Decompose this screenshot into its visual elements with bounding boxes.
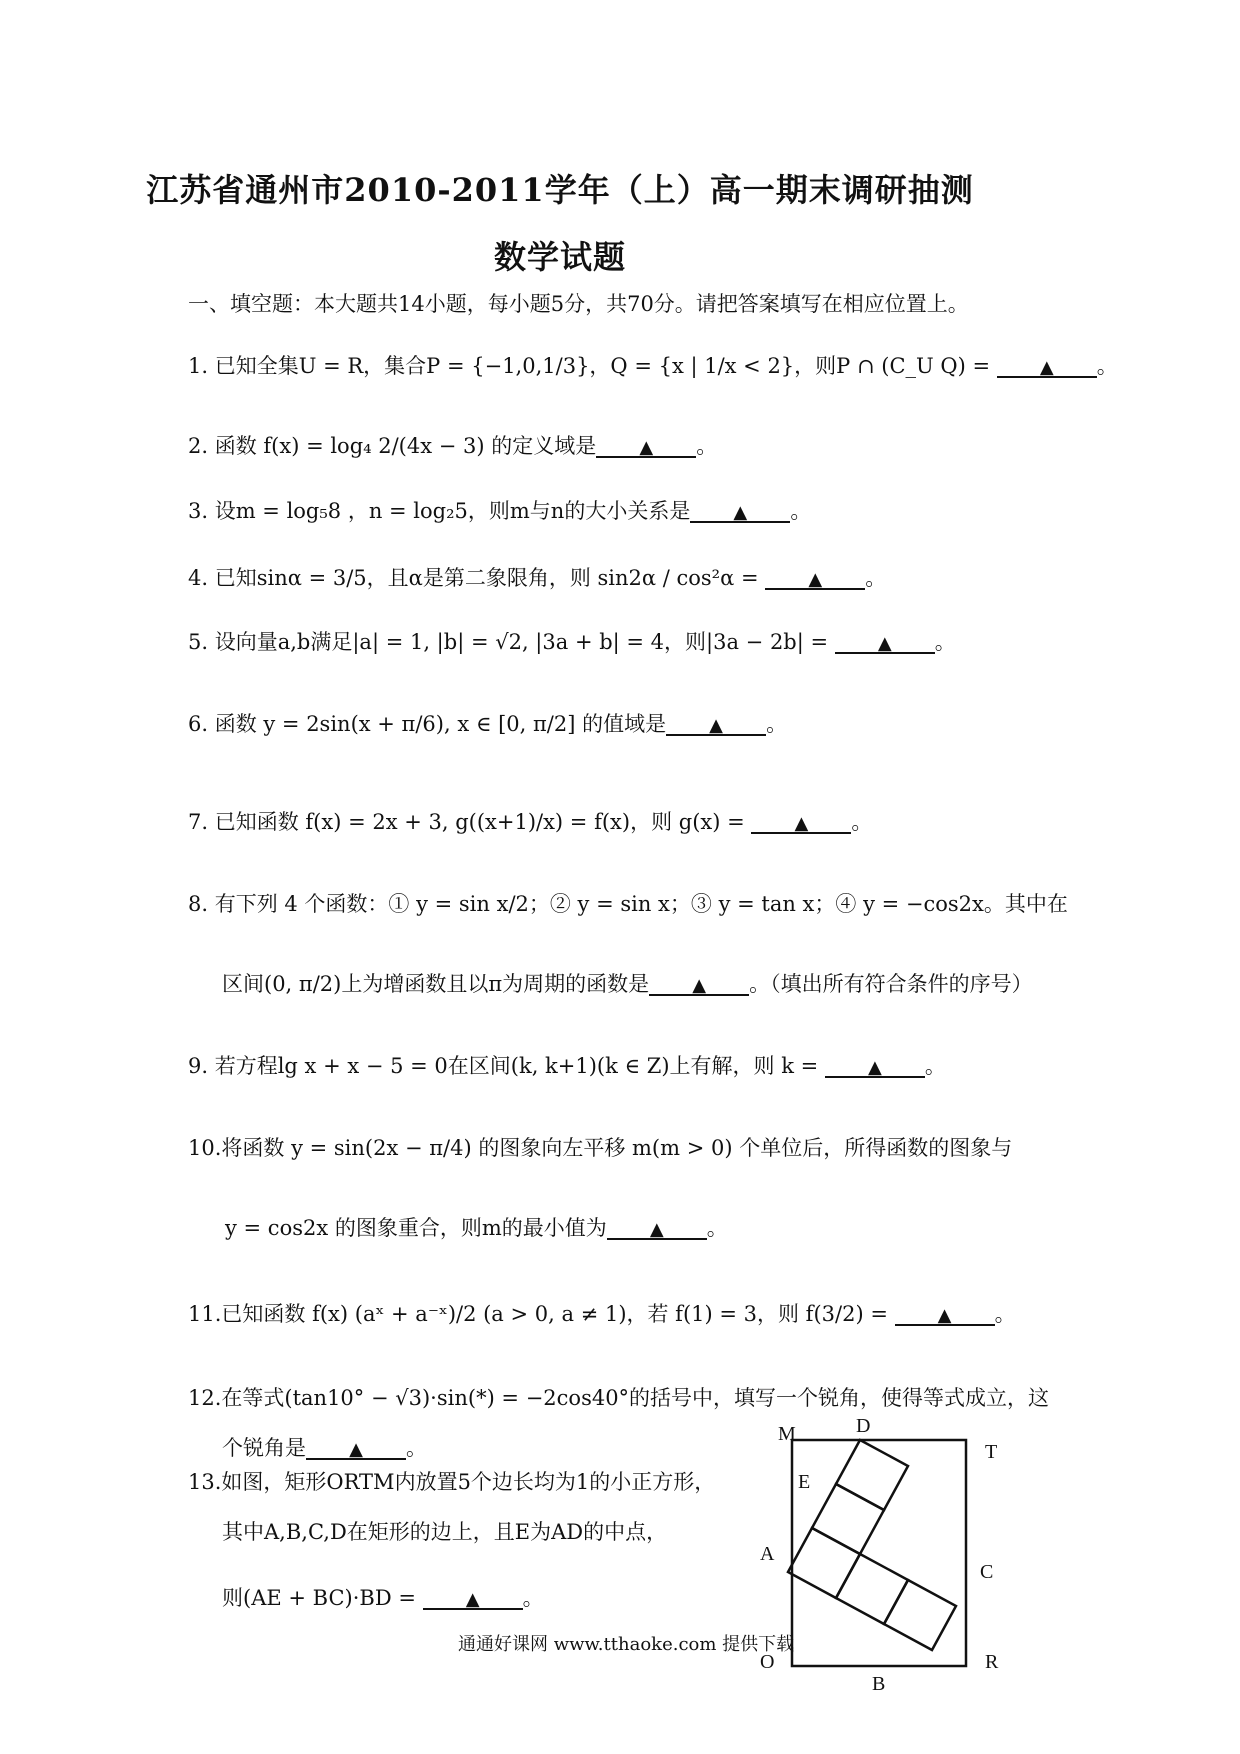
question-text: 4. 已知sinα = 3/5，且α是第二象限角，则 sin2α / cos²α = (188, 566, 766, 590)
label-m: M (778, 1423, 796, 1445)
small-square (836, 1440, 908, 1510)
end-mark: 。 (522, 1586, 544, 1610)
end-mark: 。 (696, 434, 718, 458)
answer-blank: ▲ (607, 1216, 707, 1240)
answer-blank: ▲ (835, 630, 935, 654)
label-a: A (760, 1543, 775, 1565)
answer-blank: ▲ (596, 434, 696, 458)
end-mark: 。 (1096, 354, 1118, 378)
question-text: y = cos2x 的图象重合，则m的最小值为 (225, 1216, 607, 1240)
question-text: 3. 设m = log₅8 ，n = log₂5，则m与n的大小关系是 (188, 499, 691, 523)
question-10: 10.将函数 y = sin(2x − π/4) 的图象向左平移 m(m > 0) 个单位后，所得函数的图象与 (188, 1136, 1013, 1160)
question-13-line2: 其中A,B,C,D在矩形的边上，且E为AD的中点， (222, 1520, 668, 1544)
question-text: 11.已知函数 f(x) (aˣ + a⁻ˣ)/2 (a > 0, a ≠ 1)，若 f(1) = 3，则 f(3/2) = (188, 1302, 895, 1326)
end-mark: 。 (851, 810, 873, 834)
label-b: B (872, 1673, 886, 1695)
end-mark: 。 (790, 499, 812, 523)
answer-blank: ▲ (423, 1586, 523, 1610)
section-intro: 一、填空题：本大题共14小题，每小题5分，共70分。请把答案填写在相应位置上。 (188, 292, 969, 316)
end-mark: 。 (406, 1436, 427, 1460)
question-text: 9. 若方程lg x + x − 5 = 0在区间(k, k+1)(k ∈ Z)上有解，则 k = (188, 1054, 825, 1078)
question-text: 1. 已知全集U = R，集合P = {−1,0,1/3}，Q = {x | 1/x < 2}，则P ∩ (C_U Q) = (188, 354, 997, 378)
small-square (836, 1554, 908, 1624)
answer-blank: ▲ (690, 499, 790, 523)
footer-source: 通通好课网 www.tthaoke.com 提供下载 (458, 1634, 795, 1655)
question-text: 则(AE + BC)·BD = (222, 1586, 423, 1610)
end-mark: 。 (934, 630, 956, 654)
answer-blank: ▲ (997, 354, 1097, 378)
question-text: 6. 函数 y = 2sin(x + π/6), x ∈ [0, π/2] 的值域是 (188, 712, 667, 736)
small-square (788, 1528, 860, 1598)
question-text: 区间(0, π/2)上为增函数且以π为周期的函数是 (222, 972, 650, 996)
answer-blank: ▲ (666, 712, 766, 736)
rectangle-ortm (792, 1440, 966, 1666)
label-d: D (856, 1415, 871, 1437)
end-mark: 。 (706, 1216, 728, 1240)
question-text: 个锐角是 (222, 1436, 306, 1460)
question-text: 2. 函数 f(x) = log₄ 2/(4x − 3) 的定义域是 (188, 434, 597, 458)
answer-blank: ▲ (765, 566, 865, 590)
answer-blank: ▲ (751, 810, 851, 834)
end-mark: 。 (766, 712, 788, 736)
exam-title: 江苏省通州市2010-2011学年（上）高一期末调研抽测 (146, 171, 974, 209)
question-tail: 。（填出所有符合条件的序号） (749, 972, 1033, 996)
answer-blank: ▲ (649, 972, 749, 996)
answer-blank: ▲ (895, 1302, 995, 1326)
end-mark: 。 (924, 1054, 946, 1078)
label-o: O (760, 1651, 775, 1673)
small-square (812, 1484, 884, 1554)
label-t: T (985, 1441, 998, 1463)
question-text: 5. 设向量a,b满足|a| = 1, |b| = √2, |3a + b| = 4，则|3a − 2b| = (188, 630, 835, 654)
question-12: 12.在等式(tan10° − √3)·sin(*) = −2cos40°的括号中，填写一个锐角，使得等式成立，这 (188, 1386, 1050, 1410)
exam-subtitle: 数学试题 (493, 238, 626, 276)
end-mark: 。 (994, 1302, 1016, 1326)
answer-blank: ▲ (306, 1436, 406, 1460)
label-r: R (985, 1651, 999, 1673)
label-c: C (980, 1561, 994, 1583)
question-8: 8. 有下列 4 个函数：① y = sin x/2；② y = sin x；③ y = tan x；④ y = −cos2x。其中在 (188, 892, 1068, 916)
question-text: 7. 已知函数 f(x) = 2x + 3, g((x+1)/x) = f(x)，则 g(x) = (188, 810, 752, 834)
label-e: E (798, 1471, 811, 1493)
small-square (884, 1580, 956, 1650)
question-13: 13.如图，矩形ORTM内放置5个边长均为1的小正方形， (188, 1470, 716, 1494)
end-mark: 。 (865, 566, 887, 590)
answer-blank: ▲ (825, 1054, 925, 1078)
